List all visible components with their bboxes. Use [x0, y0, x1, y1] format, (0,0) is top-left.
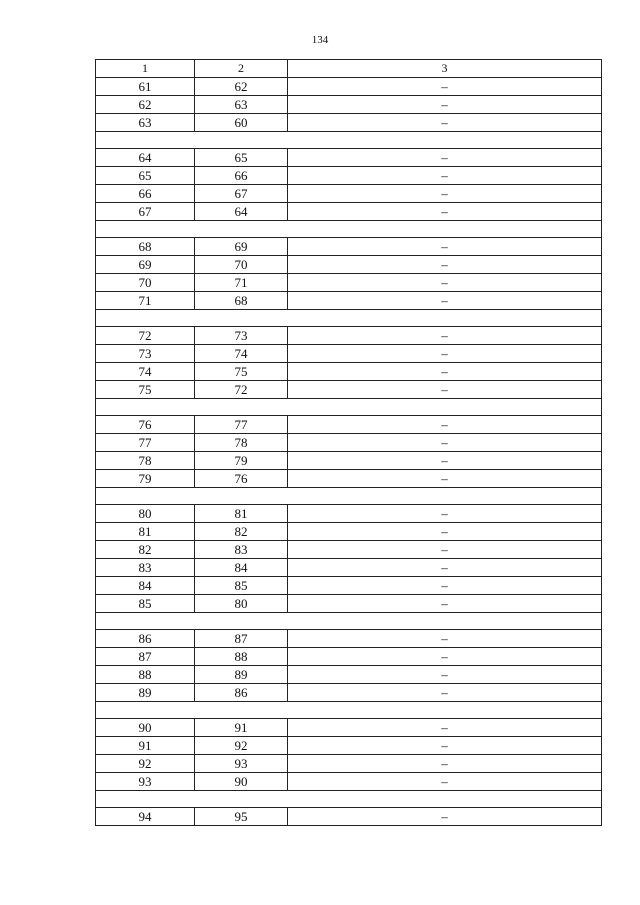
- table-cell-col1: 66: [96, 185, 195, 203]
- table-cell-col2: 69: [195, 238, 288, 256]
- table-row: [96, 434, 602, 452]
- table-cell-col1: 61: [96, 78, 195, 96]
- table-cell-col1: 86: [96, 630, 195, 648]
- table-row: [96, 203, 602, 221]
- group-separator-cell: [96, 310, 602, 327]
- table-row: [96, 114, 602, 132]
- table-cell-col2: 80: [195, 595, 288, 613]
- table-row: [96, 595, 602, 613]
- table-row: [96, 719, 602, 737]
- group-separator-row: [96, 613, 602, 630]
- table-row: [96, 185, 602, 203]
- table-row: [96, 78, 602, 96]
- table-cell-col3: –: [288, 149, 602, 167]
- table-cell-col2: 87: [195, 630, 288, 648]
- data-table: [95, 59, 602, 826]
- table-cell-col2: 75: [195, 363, 288, 381]
- table-row: [96, 345, 602, 363]
- table-row: [96, 523, 602, 541]
- table-cell-col2: 85: [195, 577, 288, 595]
- table-cell-col2: 73: [195, 327, 288, 345]
- group-separator-cell: [96, 488, 602, 505]
- table-cell-col1: 91: [96, 737, 195, 755]
- table-cell-col1: 90: [96, 719, 195, 737]
- table-row: [96, 167, 602, 185]
- table-cell-col3: –: [288, 203, 602, 221]
- table-cell-col2: 63: [195, 96, 288, 114]
- group-separator-row: [96, 399, 602, 416]
- table-cell-col3: –: [288, 78, 602, 96]
- table-row: [96, 416, 602, 434]
- table-cell-col2: 92: [195, 737, 288, 755]
- group-separator-row: [96, 132, 602, 149]
- table-cell-col1: 85: [96, 595, 195, 613]
- group-separator-cell: [96, 791, 602, 808]
- table-cell-col2: 60: [195, 114, 288, 132]
- table-cell-col3: –: [288, 630, 602, 648]
- table-row: [96, 292, 602, 310]
- table-cell-col3: –: [288, 666, 602, 684]
- group-separator-row: [96, 702, 602, 719]
- table-cell-col2: 82: [195, 523, 288, 541]
- table-cell-col3: –: [288, 434, 602, 452]
- table-cell-col3: –: [288, 559, 602, 577]
- table-cell-col3: –: [288, 523, 602, 541]
- table-cell-col2: 93: [195, 755, 288, 773]
- table-cell-col3: –: [288, 470, 602, 488]
- table-cell-col1: 69: [96, 256, 195, 274]
- table-cell-col2: 91: [195, 719, 288, 737]
- table-cell-col3: –: [288, 684, 602, 702]
- table-cell-col3: –: [288, 719, 602, 737]
- table-row: [96, 470, 602, 488]
- table-row: [96, 238, 602, 256]
- table-cell-col2: 79: [195, 452, 288, 470]
- column-header: 1: [96, 60, 195, 78]
- table-cell-col1: 82: [96, 541, 195, 559]
- table-cell-col1: 93: [96, 773, 195, 791]
- table-cell-col3: –: [288, 327, 602, 345]
- table-row: [96, 381, 602, 399]
- table-row: [96, 773, 602, 791]
- table-cell-col3: –: [288, 363, 602, 381]
- column-header: 2: [195, 60, 288, 78]
- table-cell-col3: –: [288, 648, 602, 666]
- table-cell-col3: –: [288, 595, 602, 613]
- table-row: [96, 559, 602, 577]
- table-cell-col1: 63: [96, 114, 195, 132]
- table-cell-col2: 71: [195, 274, 288, 292]
- table-cell-col3: –: [288, 185, 602, 203]
- table-cell-col2: 83: [195, 541, 288, 559]
- table-cell-col3: –: [288, 541, 602, 559]
- table-cell-col3: –: [288, 114, 602, 132]
- table-cell-col3: –: [288, 808, 602, 826]
- table-cell-col2: 81: [195, 505, 288, 523]
- table-row: [96, 577, 602, 595]
- table-row: [96, 808, 602, 826]
- table-cell-col2: 77: [195, 416, 288, 434]
- table-cell-col1: 80: [96, 505, 195, 523]
- group-separator-cell: [96, 399, 602, 416]
- table-cell-col2: 66: [195, 167, 288, 185]
- table-row: [96, 541, 602, 559]
- table-cell-col3: –: [288, 292, 602, 310]
- table-cell-col2: 65: [195, 149, 288, 167]
- table-row: [96, 755, 602, 773]
- table-cell-col2: 89: [195, 666, 288, 684]
- table-cell-col2: 88: [195, 648, 288, 666]
- group-separator-row: [96, 791, 602, 808]
- table-row: [96, 256, 602, 274]
- table-cell-col1: 64: [96, 149, 195, 167]
- table-cell-col3: –: [288, 416, 602, 434]
- group-separator-row: [96, 310, 602, 327]
- table-row: [96, 737, 602, 755]
- table-cell-col2: 76: [195, 470, 288, 488]
- table-cell-col3: –: [288, 345, 602, 363]
- table-cell-col3: –: [288, 505, 602, 523]
- table-cell-col2: 78: [195, 434, 288, 452]
- table-row: [96, 96, 602, 114]
- table-cell-col2: 64: [195, 203, 288, 221]
- table-cell-col1: 74: [96, 363, 195, 381]
- table-cell-col1: 94: [96, 808, 195, 826]
- table-cell-col1: 78: [96, 452, 195, 470]
- table-row: [96, 274, 602, 292]
- group-separator-row: [96, 488, 602, 505]
- table-cell-col2: 74: [195, 345, 288, 363]
- table-cell-col3: –: [288, 256, 602, 274]
- table-cell-col3: –: [288, 737, 602, 755]
- table-cell-col3: –: [288, 577, 602, 595]
- column-header: 3: [288, 60, 602, 78]
- table-cell-col1: 89: [96, 684, 195, 702]
- table-cell-col2: 95: [195, 808, 288, 826]
- table-body: [96, 60, 602, 826]
- table-row: [96, 648, 602, 666]
- table-cell-col2: 68: [195, 292, 288, 310]
- table-row: [96, 327, 602, 345]
- table-cell-col3: –: [288, 274, 602, 292]
- table-row: [96, 452, 602, 470]
- table-cell-col1: 62: [96, 96, 195, 114]
- table-cell-col3: –: [288, 96, 602, 114]
- table-cell-col1: 84: [96, 577, 195, 595]
- group-separator-cell: [96, 132, 602, 149]
- table-cell-col1: 81: [96, 523, 195, 541]
- table-cell-col1: 65: [96, 167, 195, 185]
- table-cell-col2: 70: [195, 256, 288, 274]
- table-cell-col2: 86: [195, 684, 288, 702]
- table-row: [96, 630, 602, 648]
- table-cell-col2: 84: [195, 559, 288, 577]
- table-cell-col1: 73: [96, 345, 195, 363]
- table-cell-col2: 72: [195, 381, 288, 399]
- table-cell-col1: 72: [96, 327, 195, 345]
- table-cell-col1: 87: [96, 648, 195, 666]
- table-cell-col3: –: [288, 773, 602, 791]
- page-number: 134: [311, 34, 329, 46]
- table-cell-col1: 76: [96, 416, 195, 434]
- table-cell-col1: 79: [96, 470, 195, 488]
- table-cell-col2: 62: [195, 78, 288, 96]
- group-separator-cell: [96, 702, 602, 719]
- table-cell-col3: –: [288, 381, 602, 399]
- table-cell-col1: 92: [96, 755, 195, 773]
- header-row: [96, 60, 602, 78]
- group-separator-cell: [96, 613, 602, 630]
- table-cell-col1: 75: [96, 381, 195, 399]
- table-cell-col3: –: [288, 755, 602, 773]
- table-cell-col1: 83: [96, 559, 195, 577]
- table-cell-col2: 90: [195, 773, 288, 791]
- table-row: [96, 684, 602, 702]
- table-row: [96, 666, 602, 684]
- table-row: [96, 149, 602, 167]
- group-separator-cell: [96, 221, 602, 238]
- group-separator-row: [96, 221, 602, 238]
- table-cell-col1: 71: [96, 292, 195, 310]
- table-cell-col1: 68: [96, 238, 195, 256]
- table-cell-col1: 88: [96, 666, 195, 684]
- table-cell-col3: –: [288, 167, 602, 185]
- table-cell-col1: 77: [96, 434, 195, 452]
- table-cell-col3: –: [288, 452, 602, 470]
- table-cell-col1: 67: [96, 203, 195, 221]
- table-row: [96, 363, 602, 381]
- table-row: [96, 505, 602, 523]
- table-cell-col1: 70: [96, 274, 195, 292]
- table-cell-col3: –: [288, 238, 602, 256]
- table-cell-col2: 67: [195, 185, 288, 203]
